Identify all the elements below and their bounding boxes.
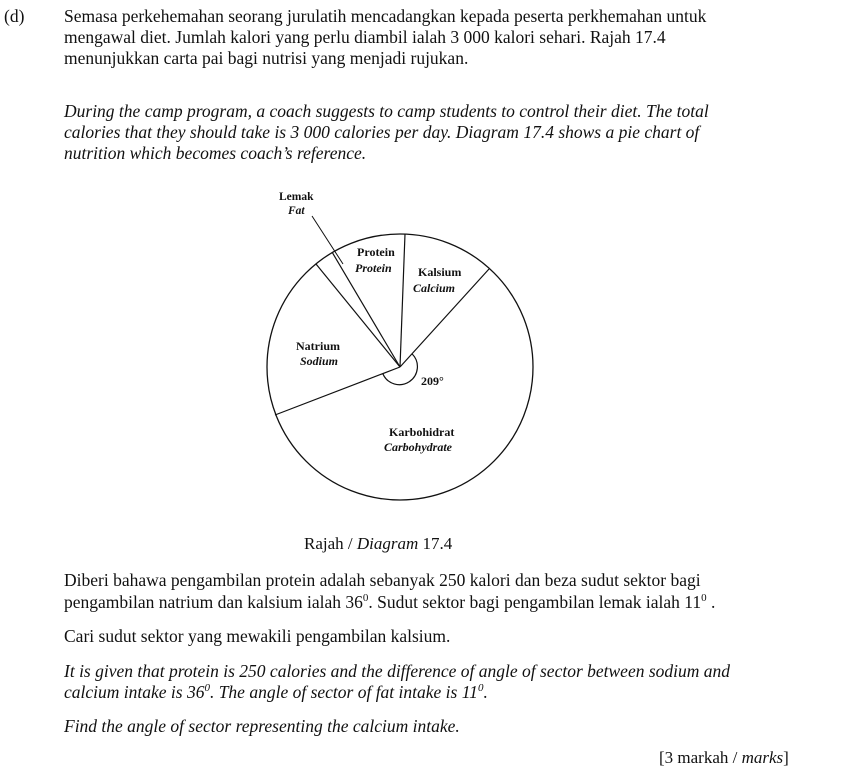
english-line-3: nutrition which becomes coach’s reference. [64,143,367,163]
english-line-2: calories that they should take is 3 000 calories per day. Diagram 17.4 shows a pie chart of [64,122,700,142]
malay-line-1: Semasa perkehemahan seorang jurulatih mencadangkan kepada peserta perkhemahan untuk [64,6,707,26]
given-english-2sup: 0 [204,682,210,695]
sodium-label-malay: Natrium [296,339,340,353]
fat-leader-line [312,216,343,264]
marks-english: marks [741,748,784,767]
marks-close: ] [783,748,789,767]
fat-label-malay: Lemak [279,191,314,203]
find-malay: Cari sudut sektor yang mewakili pengambilan kalsium. [64,626,451,646]
fat-label-english: Fat [288,205,305,217]
english-line-1: During the camp program, a coach suggests to camp students to control their diet. The total [64,101,709,121]
given-malay-2b: . Sudut sektor bagi pengambilan lemak ialah 11 [368,592,702,612]
given-malay-2sup2: 0 [701,592,707,605]
given-malay-2a: pengambilan natrium dan kalsium ialah 36 [64,592,363,612]
marks-malay: [3 markah / [659,748,742,767]
given-english-2c: . [483,682,488,702]
given-malay-line-2 [64,592,715,613]
malay-line-3: menunjukkan carta pai bagi nutrisi yang menjadi rujukan. [64,48,469,68]
find-english: Find the angle of sector representing the calcium intake. [64,716,460,736]
carbohydrate-label-malay: Karbohidrat [389,425,455,439]
carbohydrate-label-english: Carbohydrate [384,440,453,454]
carbohydrate-angle-label: 209° [421,374,444,388]
caption-suffix: 17.4 [418,534,453,553]
given-english-2sup2: 0 [477,682,484,695]
marks-label [659,748,789,768]
sodium-label-english: Sodium [300,354,339,368]
malay-line-2: mengawal diet. Jumlah kalori yang perlu diambil ialah 3 000 kalori sehari. Rajah 17.4 [64,27,666,47]
calcium-label-malay: Kalsium [418,265,462,279]
caption-prefix: Rajah / [304,534,357,553]
diagram-caption [304,534,452,554]
protein-label-malay: Protein [357,245,395,259]
caption-italic: Diagram [356,534,419,553]
given-malay-line-1: Diberi bahawa pengambilan protein adalah sebanyak 250 kalori dan beza sudut sektor bagi [64,570,701,590]
given-malay-2sup: 0 [362,592,369,605]
boundary-protein-calcium [400,234,405,367]
calcium-label-english: Calcium [413,281,456,295]
boundary-carbohydrate-sodium [275,367,400,415]
given-english-line-1: It is given that protein is 250 calories and the difference of angle of sector between sodium and [64,661,731,681]
given-malay-2c: . [706,592,716,612]
question-label: (d) [4,6,25,26]
given-english-2b: . The angle of sector of fat intake is 11 [209,682,478,702]
protein-label-english: Protein [355,261,392,275]
given-english-2a: calcium intake is 36 [64,682,205,702]
given-english-line-2 [64,682,488,703]
